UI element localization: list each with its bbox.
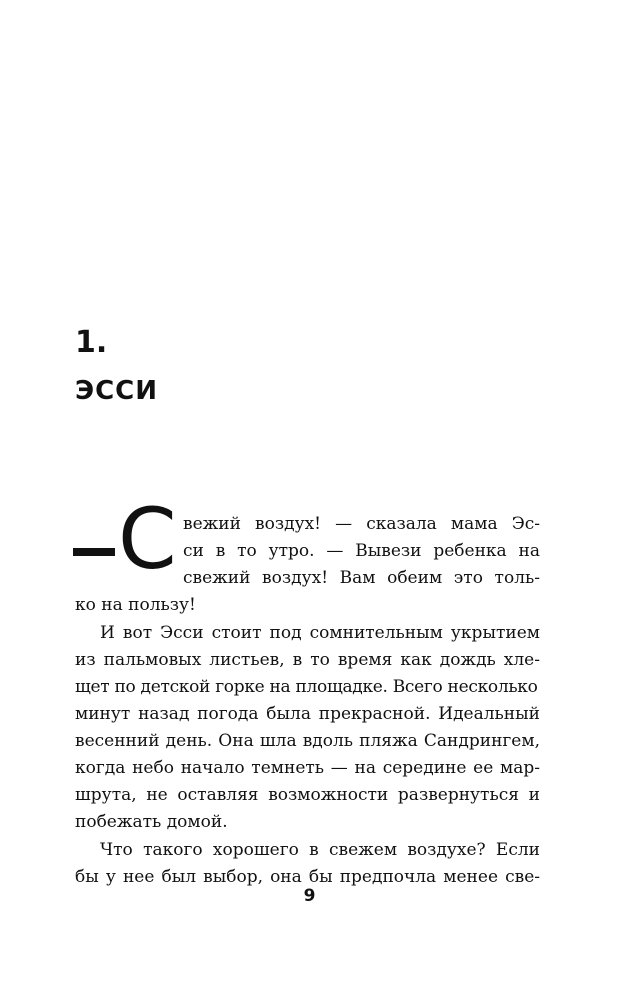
text-line: си в то утро. — Вывези ребенка на: [183, 541, 540, 561]
page-number: 9: [303, 886, 316, 906]
text-line: вежий воздух! — сказала мама Эс-: [183, 514, 540, 534]
text-line: шрута, не оставляя возможности развернуться и: [75, 785, 540, 805]
text-line: ко на пользу!: [75, 595, 196, 615]
text-line: из пальмовых листьев, в то время как дождь хле-: [75, 650, 540, 670]
text-line: когда небо начало темнеть — на середине ее мар-: [75, 758, 540, 778]
text-line: Что такого хорошего в свежем воздухе? Если: [100, 840, 540, 860]
text-line: побежать домой.: [75, 812, 228, 832]
text-line: щет по детской горке на площадке. Всего несколько: [75, 677, 538, 697]
drop-cap-letter: С: [118, 490, 177, 588]
dropcap-dash: [73, 548, 115, 556]
chapter-number: 1.: [75, 325, 108, 360]
text-line: весенний день. Она шла вдоль пляжа Сандрингем,: [75, 731, 540, 751]
text-line: минут назад погода была прекрасной. Идеальный: [75, 704, 540, 724]
text-line: бы у нее был выбор, она бы предпочла менее све-: [75, 867, 540, 887]
chapter-title: ЭССИ: [75, 376, 159, 406]
text-line: свежий воздух! Вам обеим это толь-: [183, 568, 540, 588]
text-line: И вот Эсси стоит под сомнительным укрытием: [100, 623, 540, 643]
